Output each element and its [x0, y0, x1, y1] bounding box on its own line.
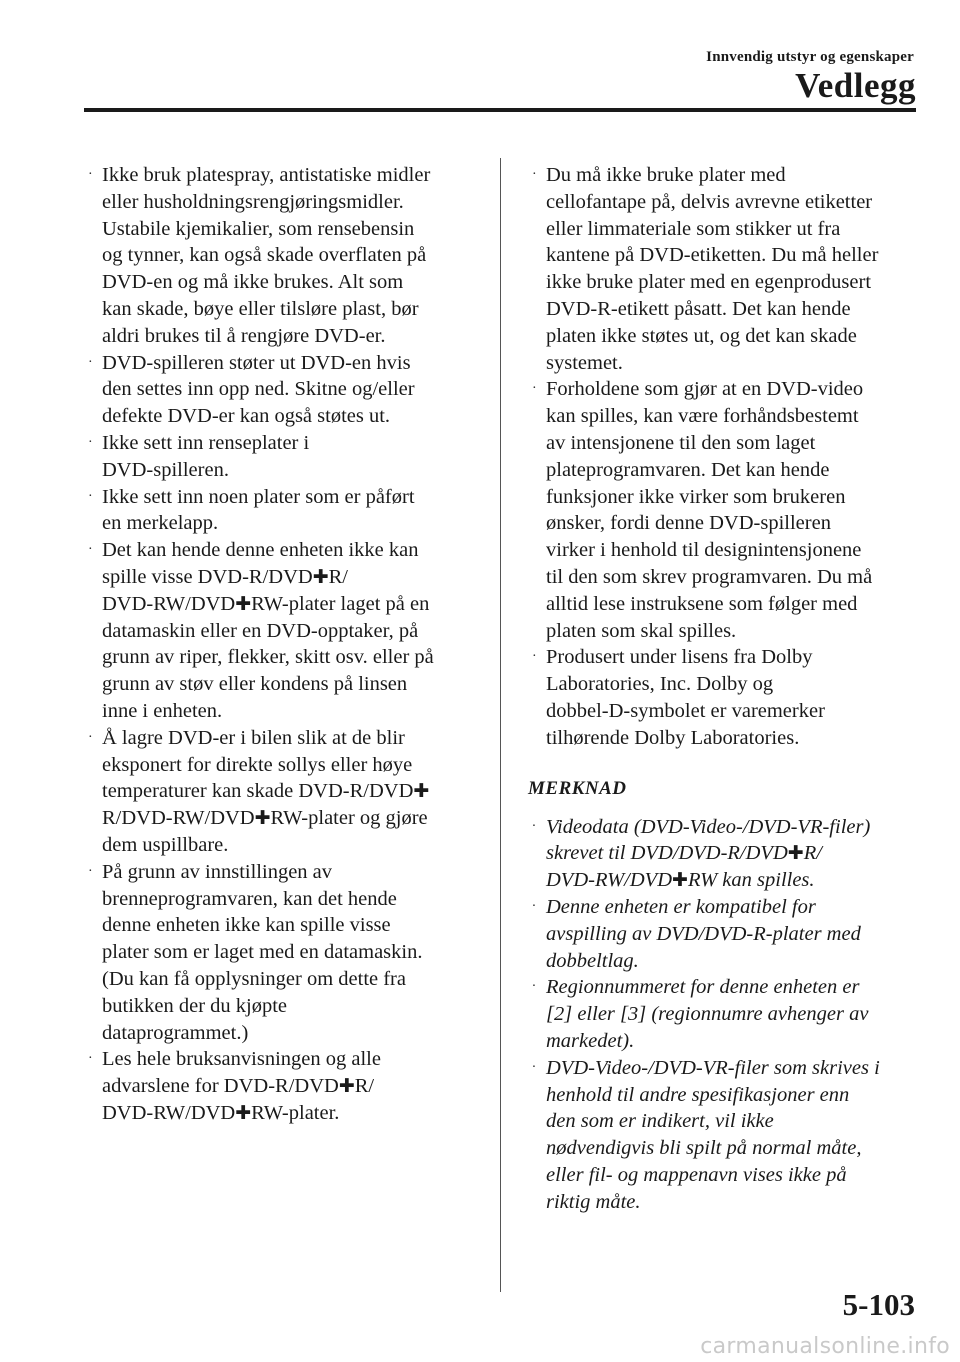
- note-item: · Denne enheten er kompatibel for avspilling av DVD/DVD-R-plater med dobbeltlag.: [532, 895, 861, 972]
- left-bullet-list: [84, 162, 480, 1127]
- column-divider: [500, 158, 501, 1292]
- list-item: · På grunn av innstillingen av brenneprogramvaren, kan det hende denne enheten ikke kan spille visse plater som er laget med en datamaskin. (Du kan få opplysninger om dette fra butikken der du kjøpte dataprogrammet.): [88, 860, 423, 1044]
- plus-symbol: ✚: [312, 565, 329, 588]
- section-title: Innvendig utstyr og egenskaper: [706, 49, 914, 65]
- list-item: · Produsert under lisens fra Dolby Laboratories, Inc. Dolby og dobbel-D-symbolet er varemerker tilhørende Dolby Laboratories.: [532, 646, 825, 749]
- bullet-dot: ·: [88, 167, 93, 182]
- right-column: [528, 162, 920, 1215]
- bullet-dot: ·: [532, 167, 537, 182]
- list-item: · Det kan hende denne enheten ikke kan spille visse DVD-R/DVD✚R/ DVD-RW/DVD✚RW-plater laget på en datamaskin eller en DVD-opptaker, på grunn av riper, flekker, skitt osv. eller på grunn av støv eller kondens på linsen inne i enheten.: [88, 539, 434, 722]
- bullet-dot: ·: [88, 729, 93, 745]
- watermark: carmanualsonline.info: [700, 1334, 950, 1359]
- page-number: 5-103: [842, 1287, 915, 1322]
- list-item: · Ikke bruk platespray, antistatiske midler eller husholdningsrengjøringsmidler. Ustabile kjemikalier, som rensebensin og tynner, kan også skade overflaten på DVD-en og må ikke brukes. Alt som kan skade, bøye eller tilsløre plast, bør aldri brukes til å rengjøre DVD-er.: [88, 164, 431, 347]
- list-item: · DVD-spilleren støter ut DVD-en hvis den settes inn opp ned. Skitne og/eller defekte DVD-er kan også støtes ut.: [88, 351, 415, 428]
- bullet-dot: ·: [88, 434, 93, 450]
- list-item: · Du må ikke bruke plater med cellofantape på, delvis avrevne etiketter eller limmateriale som stikker ut fra kantene på DVD-etiketten. Du må heller ikke bruke plater med en egenprodusert DVD-R-etikett påsatt. Det kan hende platen ikke støtes ut, og det kan skade systemet.: [532, 164, 879, 374]
- right-bullet-list: [528, 162, 920, 752]
- bullet-dot: ·: [532, 979, 536, 995]
- note-item: · Regionnummeret for denne enheten er [2] eller [3] (regionnumre avhenger av markedet).: [532, 976, 869, 1052]
- note-block: [528, 774, 920, 1216]
- plus-symbol: ✚: [235, 592, 252, 615]
- bullet-dot: ·: [88, 488, 93, 504]
- plus-symbol: ✚: [338, 1075, 355, 1098]
- header-rule: [84, 108, 916, 112]
- plus-symbol: ✚: [787, 842, 804, 865]
- bullet-dot: ·: [88, 863, 93, 879]
- note-item: · Videodata (DVD-Video-/DVD-VR-filer) skrevet til DVD/DVD-R/DVD✚R/ DVD-RW/DVD✚RW kan spilles.: [532, 815, 871, 892]
- bullet-dot: ·: [532, 818, 536, 834]
- list-item: · Å lagre DVD-er i bilen slik at de blir eksponert for direkte sollys eller høye temperaturer kan skade DVD-R/DVD✚ R/DVD-RW/DVD✚RW-plater og gjøre dem uspillbare.: [88, 726, 430, 856]
- bullet-dot: ·: [532, 381, 537, 397]
- plus-symbol: ✚: [413, 780, 430, 803]
- list-item: · Les hele bruksanvisningen og alle advarslene for DVD-R/DVD✚R/ DVD-RW/DVD✚RW-plater.: [88, 1048, 381, 1124]
- bullet-dot: ·: [88, 354, 93, 370]
- bullet-dot: ·: [88, 542, 93, 558]
- bullet-dot: ·: [88, 1051, 93, 1067]
- note-item: · DVD-Video-/DVD-VR-filer som skrives i henhold til andre spesifikasjoner enn den som er indikert, vil ikke nødvendigvis bli spilt på normal måte, eller fil- og mappenavn vises ikke på riktig måte.: [532, 1056, 880, 1213]
- bullet-dot: ·: [532, 1059, 536, 1075]
- note-heading: MERKNAD: [528, 777, 627, 799]
- plus-symbol: ✚: [235, 1101, 252, 1124]
- plus-symbol: ✚: [672, 869, 688, 892]
- chapter-title: Vedlegg: [795, 66, 916, 105]
- left-column: [84, 162, 480, 1127]
- note-bullet-list: [528, 814, 920, 1216]
- list-item: · Ikke sett inn noen plater som er påført en merkelapp.: [88, 485, 415, 535]
- page-header: [0, 0, 960, 120]
- list-item: · Ikke sett inn renseplater i DVD-spilleren.: [88, 431, 310, 481]
- plus-symbol: ✚: [254, 807, 271, 830]
- bullet-dot: ·: [532, 898, 536, 914]
- bullet-dot: ·: [532, 649, 537, 665]
- list-item: · Forholdene som gjør at en DVD-video kan spilles, kan være forhåndsbestemt av intensjonene til den som laget plateprogramvaren. Det kan hende funksjoner ikke virker som brukeren ønsker, fordi denne DVD-spilleren virker i henhold til designintensjonene til den som skrev programvaren. Du må alltid lese instruksene som følger med platen som skal spilles.: [532, 378, 873, 642]
